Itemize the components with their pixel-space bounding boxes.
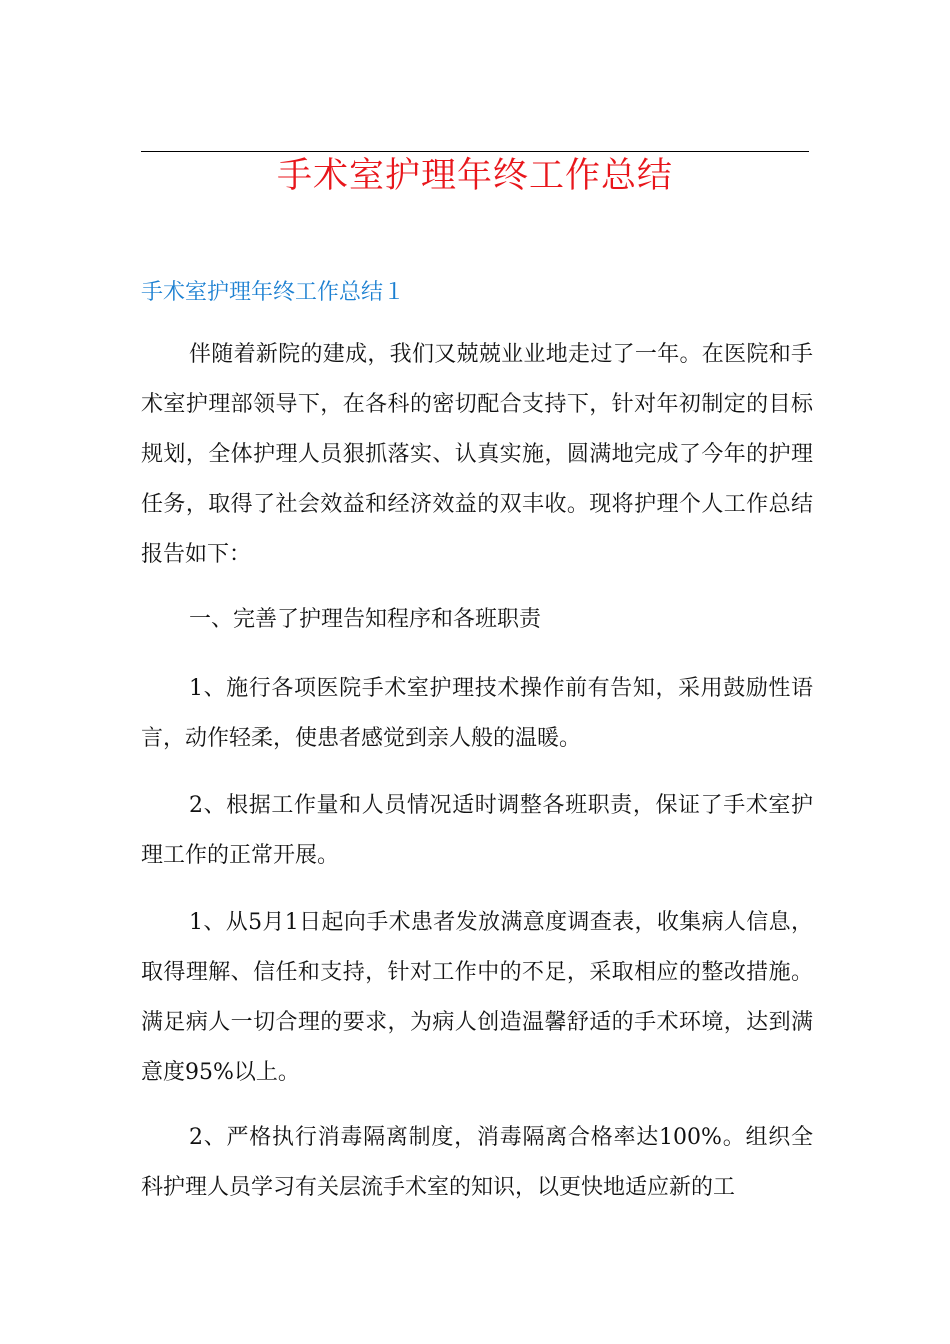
paragraph-subheading: 一、完善了护理告知程序和各班职责	[189, 607, 542, 632]
paragraph-item: 1、从5月1日起向手术患者发放满意度调查表，收集病人信息，取得理解、信任和支持，针对工作中的不足，采取相应的整改措施。满足病人一切合理的要求，为病人创造温馨舒适的手术环境，达到满意度95%以上。	[141, 910, 813, 1085]
paragraph-item: 2、严格执行消毒隔离制度，消毒隔离合格率达100%。组织全科护理人员学习有关层流手术室的知识，以更快地适应新的工	[141, 1125, 813, 1200]
section-heading: 手术室护理年终工作总结１	[141, 280, 406, 305]
paragraph-intro: 伴随着新院的建成，我们又兢兢业业地走过了一年。在医院和手术室护理部领导下，在各科的密切配合支持下，针对年初制定的目标规划，全体护理人员狠抓落实、认真实施，圆满地完成了今年的护理任务，取得了社会效益和经济效益的双丰收。现将护理个人工作总结报告如下：	[141, 342, 813, 567]
document-title: 手术室护理年终工作总结	[276, 156, 673, 196]
paragraph-item: 1、施行各项医院手术室护理技术操作前有告知，采用鼓励性语言，动作轻柔，使患者感觉到亲人般的温暖。	[141, 676, 813, 751]
paragraph-item: 2、根据工作量和人员情况适时调整各班职责，保证了手术室护理工作的正常开展。	[141, 793, 813, 868]
